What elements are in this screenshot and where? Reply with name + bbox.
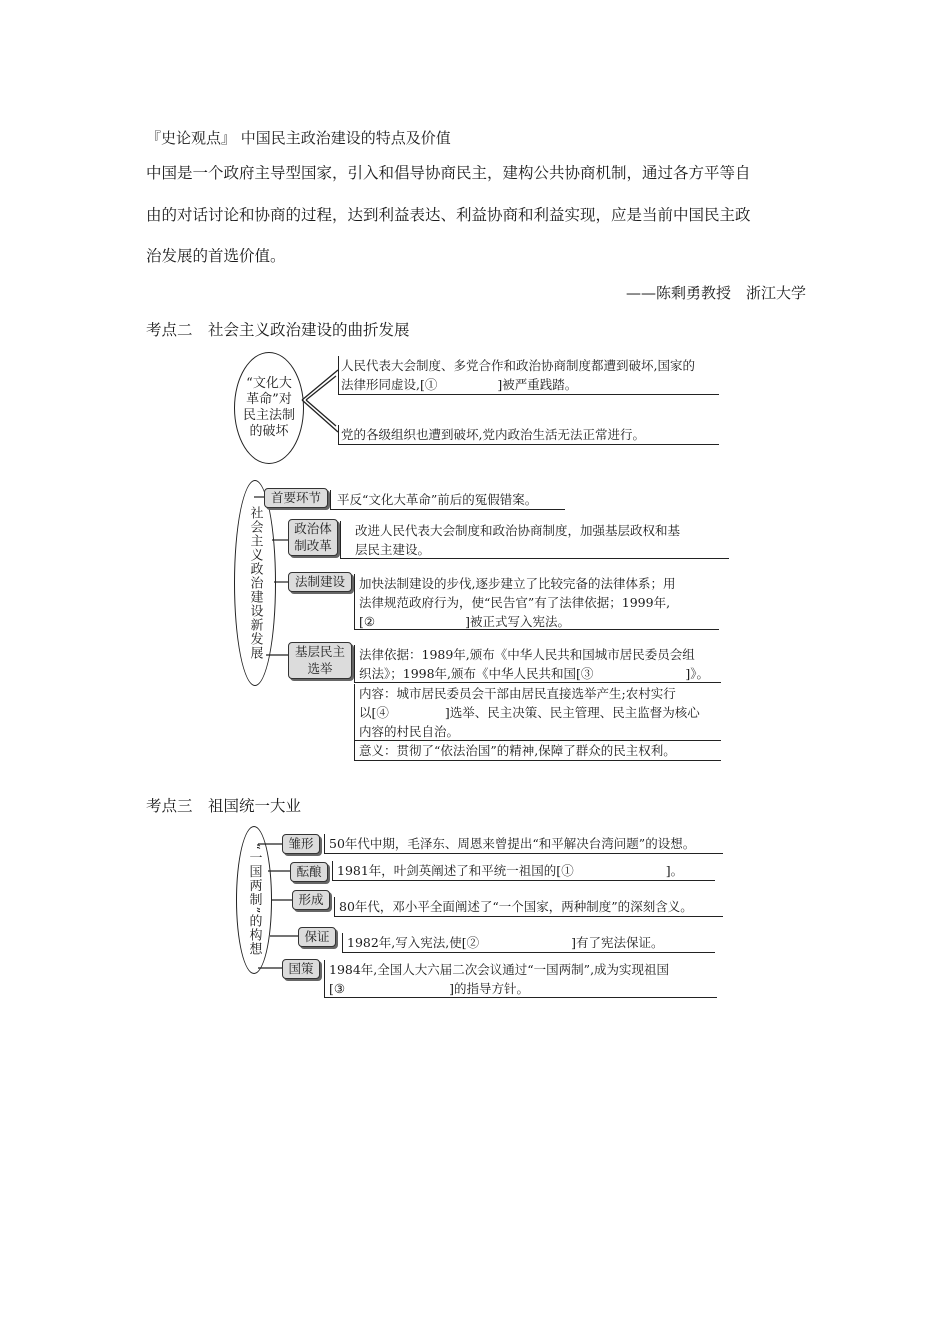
viewpoint-title: 『史论观点』 中国民主政治建设的特点及价值 <box>146 129 451 147</box>
box-political-reform: 政治体制改革 <box>288 519 338 556</box>
formation-text: 80年代，邓小平全面阐述了“一个国家，两种制度”的深刻含义。 <box>334 897 723 917</box>
grassroots-content: 内容：城市居民委员会干部由居民直接选举产生;农村实行 以[④ ]选举、民主决策、民主管理、民主监督为核心 内容的村民自治。 <box>354 684 721 741</box>
viewpoint-line-1: 中国是一个政府主导型国家，引入和倡导协商民主，建构公共协商机制，通过各方平等自 <box>146 164 751 182</box>
embryo-text: 50年代中期，毛泽东、周恩来曾提出“和平解决台湾问题”的设想。 <box>324 834 723 854</box>
box-primary-link-text: 平反“文化大革命”前后的冤假错案。 <box>330 490 565 510</box>
box-grassroots-election: 基层民主选举 <box>288 642 352 679</box>
cr-branch-1-line-1: 人民代表大会制度、多党合作和政治协商制度都遭到破坏,国家的 <box>341 358 695 373</box>
new-development-oval: 社会主义政治建设新发展 <box>234 480 276 686</box>
box-embryo: 雏形 <box>282 834 320 854</box>
cr-branch-1-line-2: 法律形同虚设,[① ]被严重践踏。 <box>341 377 578 392</box>
brewing-text: 1981年，叶剑英阐述了和平统一祖国的[① ]。 <box>332 861 715 881</box>
legal-construction-text: 加快法制建设的步伐,逐步建立了比较完备的法律体系；用 法律规范政府行为，使“民告官”有了法律依据；1999年, [② ]被正式写入宪法。 <box>354 574 719 630</box>
box-formation: 形成 <box>292 890 330 910</box>
section-3-heading: 考点三 祖国统一大业 <box>146 797 302 815</box>
guarantee-text: 1982年,写入宪法,使[② ]有了宪法保证。 <box>342 933 715 953</box>
one-country-two-systems-oval: “一国两制”的构想 <box>236 826 272 974</box>
box-guarantee: 保证 <box>298 927 336 947</box>
cr-branch-1 <box>338 356 719 395</box>
box-national-policy: 国策 <box>282 959 320 979</box>
political-reform-text: 改进人民代表大会制度和政治协商制度，加强基层政权和基 层民主建设。 <box>340 521 729 559</box>
national-policy-text: 1984年,全国人大六届二次会议通过“一国两制”,成为实现祖国 [③ ]的指导方针。 <box>324 960 717 998</box>
grassroots-meaning: 意义：贯彻了“依法治国”的精神,保障了群众的民主权利。 <box>354 741 721 761</box>
section-2-heading: 考点二 社会主义政治建设的曲折发展 <box>146 321 410 339</box>
box-legal-construction: 法制建设 <box>288 572 352 592</box>
grassroots-legal-basis: 法律依据：1989年,颁布《中华人民共和国城市居民委员会组 织法》；1998年,颁布《中华人民共和国[③ ]》。 <box>354 645 721 683</box>
box-brewing: 酝酿 <box>290 862 328 882</box>
viewpoint-line-3: 治发展的首选价值。 <box>146 247 286 265</box>
box-primary-link: 首要环节 <box>264 488 328 508</box>
cultural-revolution-oval: “文化大革命”对民主法制的破坏 <box>234 352 304 464</box>
viewpoint-source: ——陈剩勇教授 浙江大学 <box>625 284 806 302</box>
viewpoint-line-2: 由的对话讨论和协商的过程，达到利益表达、利益协商和利益实现，应是当前中国民主政 <box>146 206 751 224</box>
cr-branch-2: 党的各级组织也遭到破坏,党内政治生活无法正常进行。 <box>338 425 719 445</box>
